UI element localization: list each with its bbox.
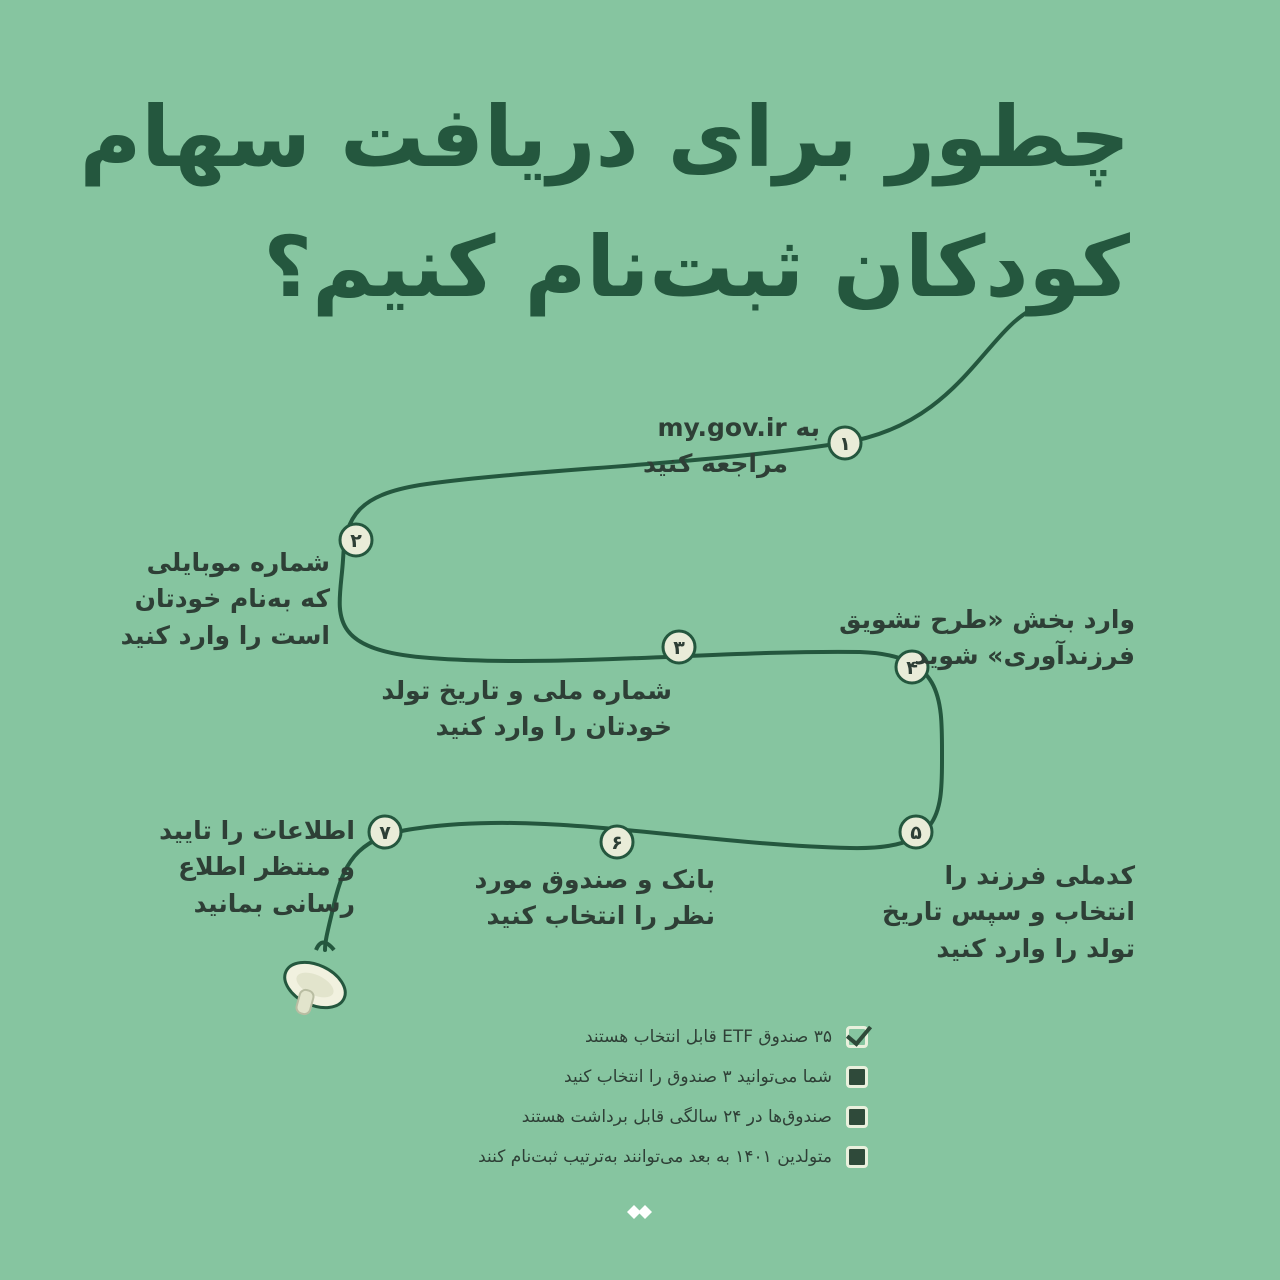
brand-logo-icon [625, 1202, 655, 1222]
pacifier-icon [278, 943, 353, 1017]
step-2-line-1: شماره موبایلی [146, 548, 330, 577]
step-7-line-2: و منتظر اطلاع [178, 852, 355, 882]
step-badge-5 [900, 816, 932, 848]
step-2-line-3: است را وارد کنید [120, 620, 330, 650]
step-1-text [643, 410, 820, 483]
step-3-text [381, 673, 672, 746]
checklist-item-label: ۳۵ صندوق ETF قابل انتخاب هستند [584, 1027, 832, 1047]
checklist-item [478, 1097, 868, 1137]
checkmark-icon [846, 1026, 868, 1048]
checklist-item-label: شما می‌توانید ۳ صندوق را انتخاب کنید [564, 1067, 832, 1087]
step-2-line-2: که به‌نام خودتان [134, 584, 330, 614]
step-5-line-1: کدملی فرزند را [944, 861, 1135, 890]
step-3-line-2: خودتان را وارد کنید [435, 712, 672, 742]
step-7-text [159, 813, 355, 922]
step-4-line-1: وارد بخش «طرح تشویق [839, 605, 1135, 634]
checklist-item [478, 1057, 868, 1097]
step-4-line-2: فرزندآوری» شوید [914, 641, 1135, 671]
checklist-item [478, 1017, 868, 1057]
step-3-line-1: شماره ملی و تاریخ تولد [381, 676, 672, 705]
step-badge-1 [829, 427, 861, 459]
svg-text:۱: ۱ [839, 433, 851, 455]
checkbox-icon [846, 1106, 868, 1128]
svg-text:۲: ۲ [350, 530, 362, 552]
step-5-text [882, 858, 1135, 967]
step-badge-2 [340, 524, 372, 556]
title-line-1: چطور برای دریافت سهام [79, 88, 1130, 186]
step-1-line-1: به my.gov.ir [657, 413, 820, 442]
svg-text:۳: ۳ [673, 637, 685, 659]
step-badge-3 [663, 631, 695, 663]
step-5-line-2: انتخاب و سپس تاریخ [881, 897, 1135, 927]
step-7-line-3: رسانی بمانید [193, 888, 355, 918]
checklist-item [478, 1137, 868, 1177]
notes-checklist [478, 1017, 868, 1177]
step-5-line-3: تولد را وارد کنید [936, 933, 1135, 963]
step-6-line-2: نظر را انتخاب کنید [486, 901, 715, 931]
svg-text:۴: ۴ [906, 657, 918, 679]
step-6-text [475, 862, 715, 935]
title-line-2: کودکان ثبت‌نام کنیم؟ [263, 218, 1130, 316]
checklist-item-label: صندوق‌ها در ۲۴ سالگی قابل برداشت هستند [521, 1107, 832, 1127]
step-4-text [839, 602, 1135, 675]
step-6-line-1: بانک و صندوق مورد [474, 865, 715, 894]
checklist-item-label: متولدین ۱۴۰۱ به بعد می‌توانند به‌ترتیب ثبت‌نام کنند [478, 1147, 832, 1167]
checkbox-icon [846, 1146, 868, 1168]
svg-text:۵: ۵ [910, 822, 922, 844]
step-2-text [121, 545, 330, 654]
svg-text:۶: ۶ [611, 832, 623, 854]
step-1-line-2: مراجعه کنید [643, 449, 788, 479]
step-7-line-1: اطلاعات را تایید [159, 816, 355, 845]
step-badge-7 [369, 816, 401, 848]
svg-text:۷: ۷ [379, 822, 391, 844]
step-badge-6 [601, 826, 633, 858]
checkbox-icon [846, 1066, 868, 1088]
